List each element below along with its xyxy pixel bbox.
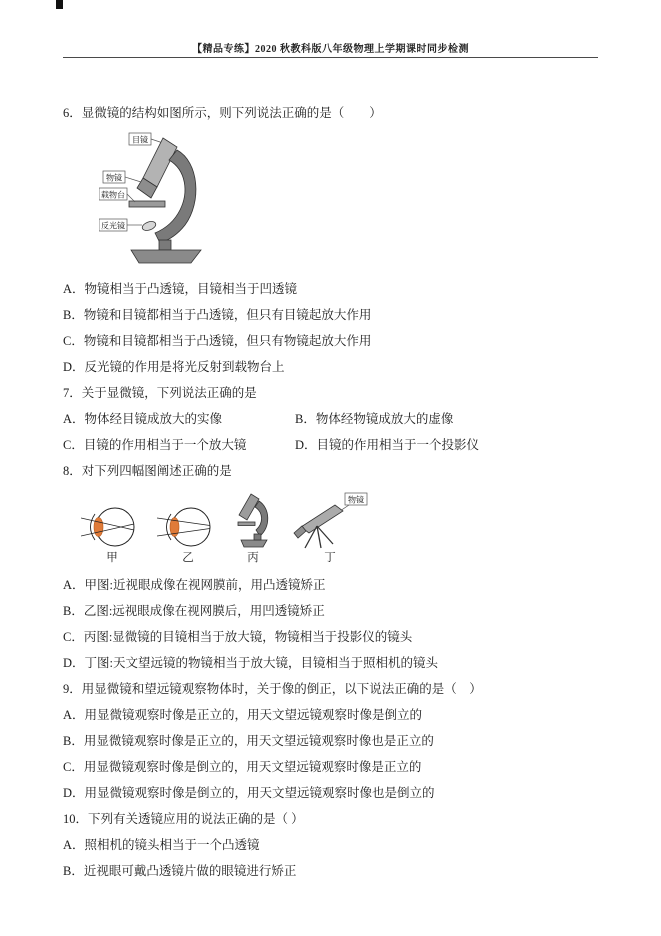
header-divider	[63, 57, 598, 58]
question-8-option-a: A．甲图:近视眼成像在视网膜前，用凸透镜矫正	[63, 578, 326, 592]
microscope-stage	[129, 201, 165, 207]
figure-bing	[233, 492, 273, 566]
myopia-eye-diagram	[81, 504, 143, 550]
small-microscope-diagram	[233, 492, 273, 550]
question-8-option-d: D．丁图:天文望远镜的物镜相当于放大镜，目镜相当于照相机的镜头	[63, 656, 439, 670]
question-7-stem: 7．关于显微镜，下列说法正确的是	[63, 386, 257, 400]
mirror-label: 反光镜	[101, 221, 125, 231]
question-7-option-c: C．目镜的作用相当于一个放大镜	[63, 438, 247, 452]
microscope-base	[131, 250, 201, 263]
microscope-mirror	[141, 220, 157, 232]
document-header: 【精品专练】2020 秋教科版八年级物理上学期课时同步检测	[192, 44, 469, 55]
question-7-option-a: A．物体经目镜成放大的实像	[63, 412, 223, 426]
question-9-option-b: B．用显微镜观察时像是正立的，用天文望远镜观察时像也是正立的	[63, 734, 434, 748]
question-6-option-b: B．物镜和目镜都相当于凸透镜，但只有目镜起放大作用	[63, 308, 372, 322]
question-8-stem: 8．对下列四幅图阐述正确的是	[63, 464, 232, 478]
question-6-figure	[99, 130, 239, 270]
question-10-option-b: B．近视眼可戴凸透镜片做的眼镜进行矫正	[63, 864, 297, 878]
telescope-diagram	[287, 492, 373, 550]
question-8-option-b: B．乙图:远视眼成像在视网膜后，用凹透镜矫正	[63, 604, 325, 618]
question-9-option-d: D．用显微镜观察时像是倒立的，用天文望远镜观察时像也是倒立的	[63, 786, 435, 800]
question-7-options	[63, 406, 623, 458]
question-9-option-a: A．用显微镜观察时像是正立的，用天文望远镜观察时像是倒立的	[63, 708, 423, 722]
question-7-option-d: D．目镜的作用相当于一个投影仪	[295, 438, 480, 452]
objective-label: 物镜	[106, 173, 122, 183]
question-6-option-d: D．反光镜的作用是将光反射到载物台上	[63, 360, 285, 374]
microscope-illustration	[99, 130, 239, 270]
question-8-option-c: C．丙图:显微镜的目镜相当于放大镜，物镜相当于投影仪的镜头	[63, 630, 413, 644]
question-7-option-b: B．物体经物镜成放大的虚像	[295, 412, 454, 426]
question-9-option-c: C．用显微镜观察时像是倒立的，用天文望远镜观察时像是正立的	[63, 760, 422, 774]
hyperopia-eye-diagram	[157, 504, 219, 550]
stage-label: 载物台	[101, 190, 125, 200]
figure-caption-ding: 丁	[324, 552, 336, 564]
eye-lens	[94, 518, 103, 537]
document-content	[63, 100, 623, 884]
question-6-option-a: A．物镜相当于凸透镜，目镜相当于凹透镜	[63, 282, 298, 296]
question-6-stem: 6．显微镜的结构如图所示，则下列说法正确的是（ ）	[63, 106, 382, 120]
question-9-stem: 9．用显微镜和望远镜观察物体时，关于像的倒正，以下说法正确的是（ ）	[63, 682, 482, 696]
figure-ding	[287, 492, 373, 566]
telescope-objective-label: 物镜	[348, 495, 364, 505]
figure-caption-jia: 甲	[106, 552, 118, 564]
page-corner-mark	[56, 0, 63, 9]
figure-jia	[81, 504, 143, 566]
question-10-stem: 10．下列有关透镜应用的说法正确的是（ ）	[63, 812, 304, 826]
figure-caption-yi: 乙	[182, 552, 194, 564]
figure-caption-bing: 丙	[247, 552, 259, 564]
eyepiece-label: 目镜	[132, 135, 148, 145]
figure-yi	[157, 504, 219, 566]
question-10-option-a: A．照相机的镜头相当于一个凸透镜	[63, 838, 260, 852]
microscope-pillar	[159, 240, 171, 250]
microscope-tube	[143, 138, 177, 187]
telescope-tube	[301, 505, 343, 533]
question-8-figures	[81, 488, 623, 566]
question-6-option-c: C．物镜和目镜都相当于凸透镜，但只有物镜起放大作用	[63, 334, 372, 348]
